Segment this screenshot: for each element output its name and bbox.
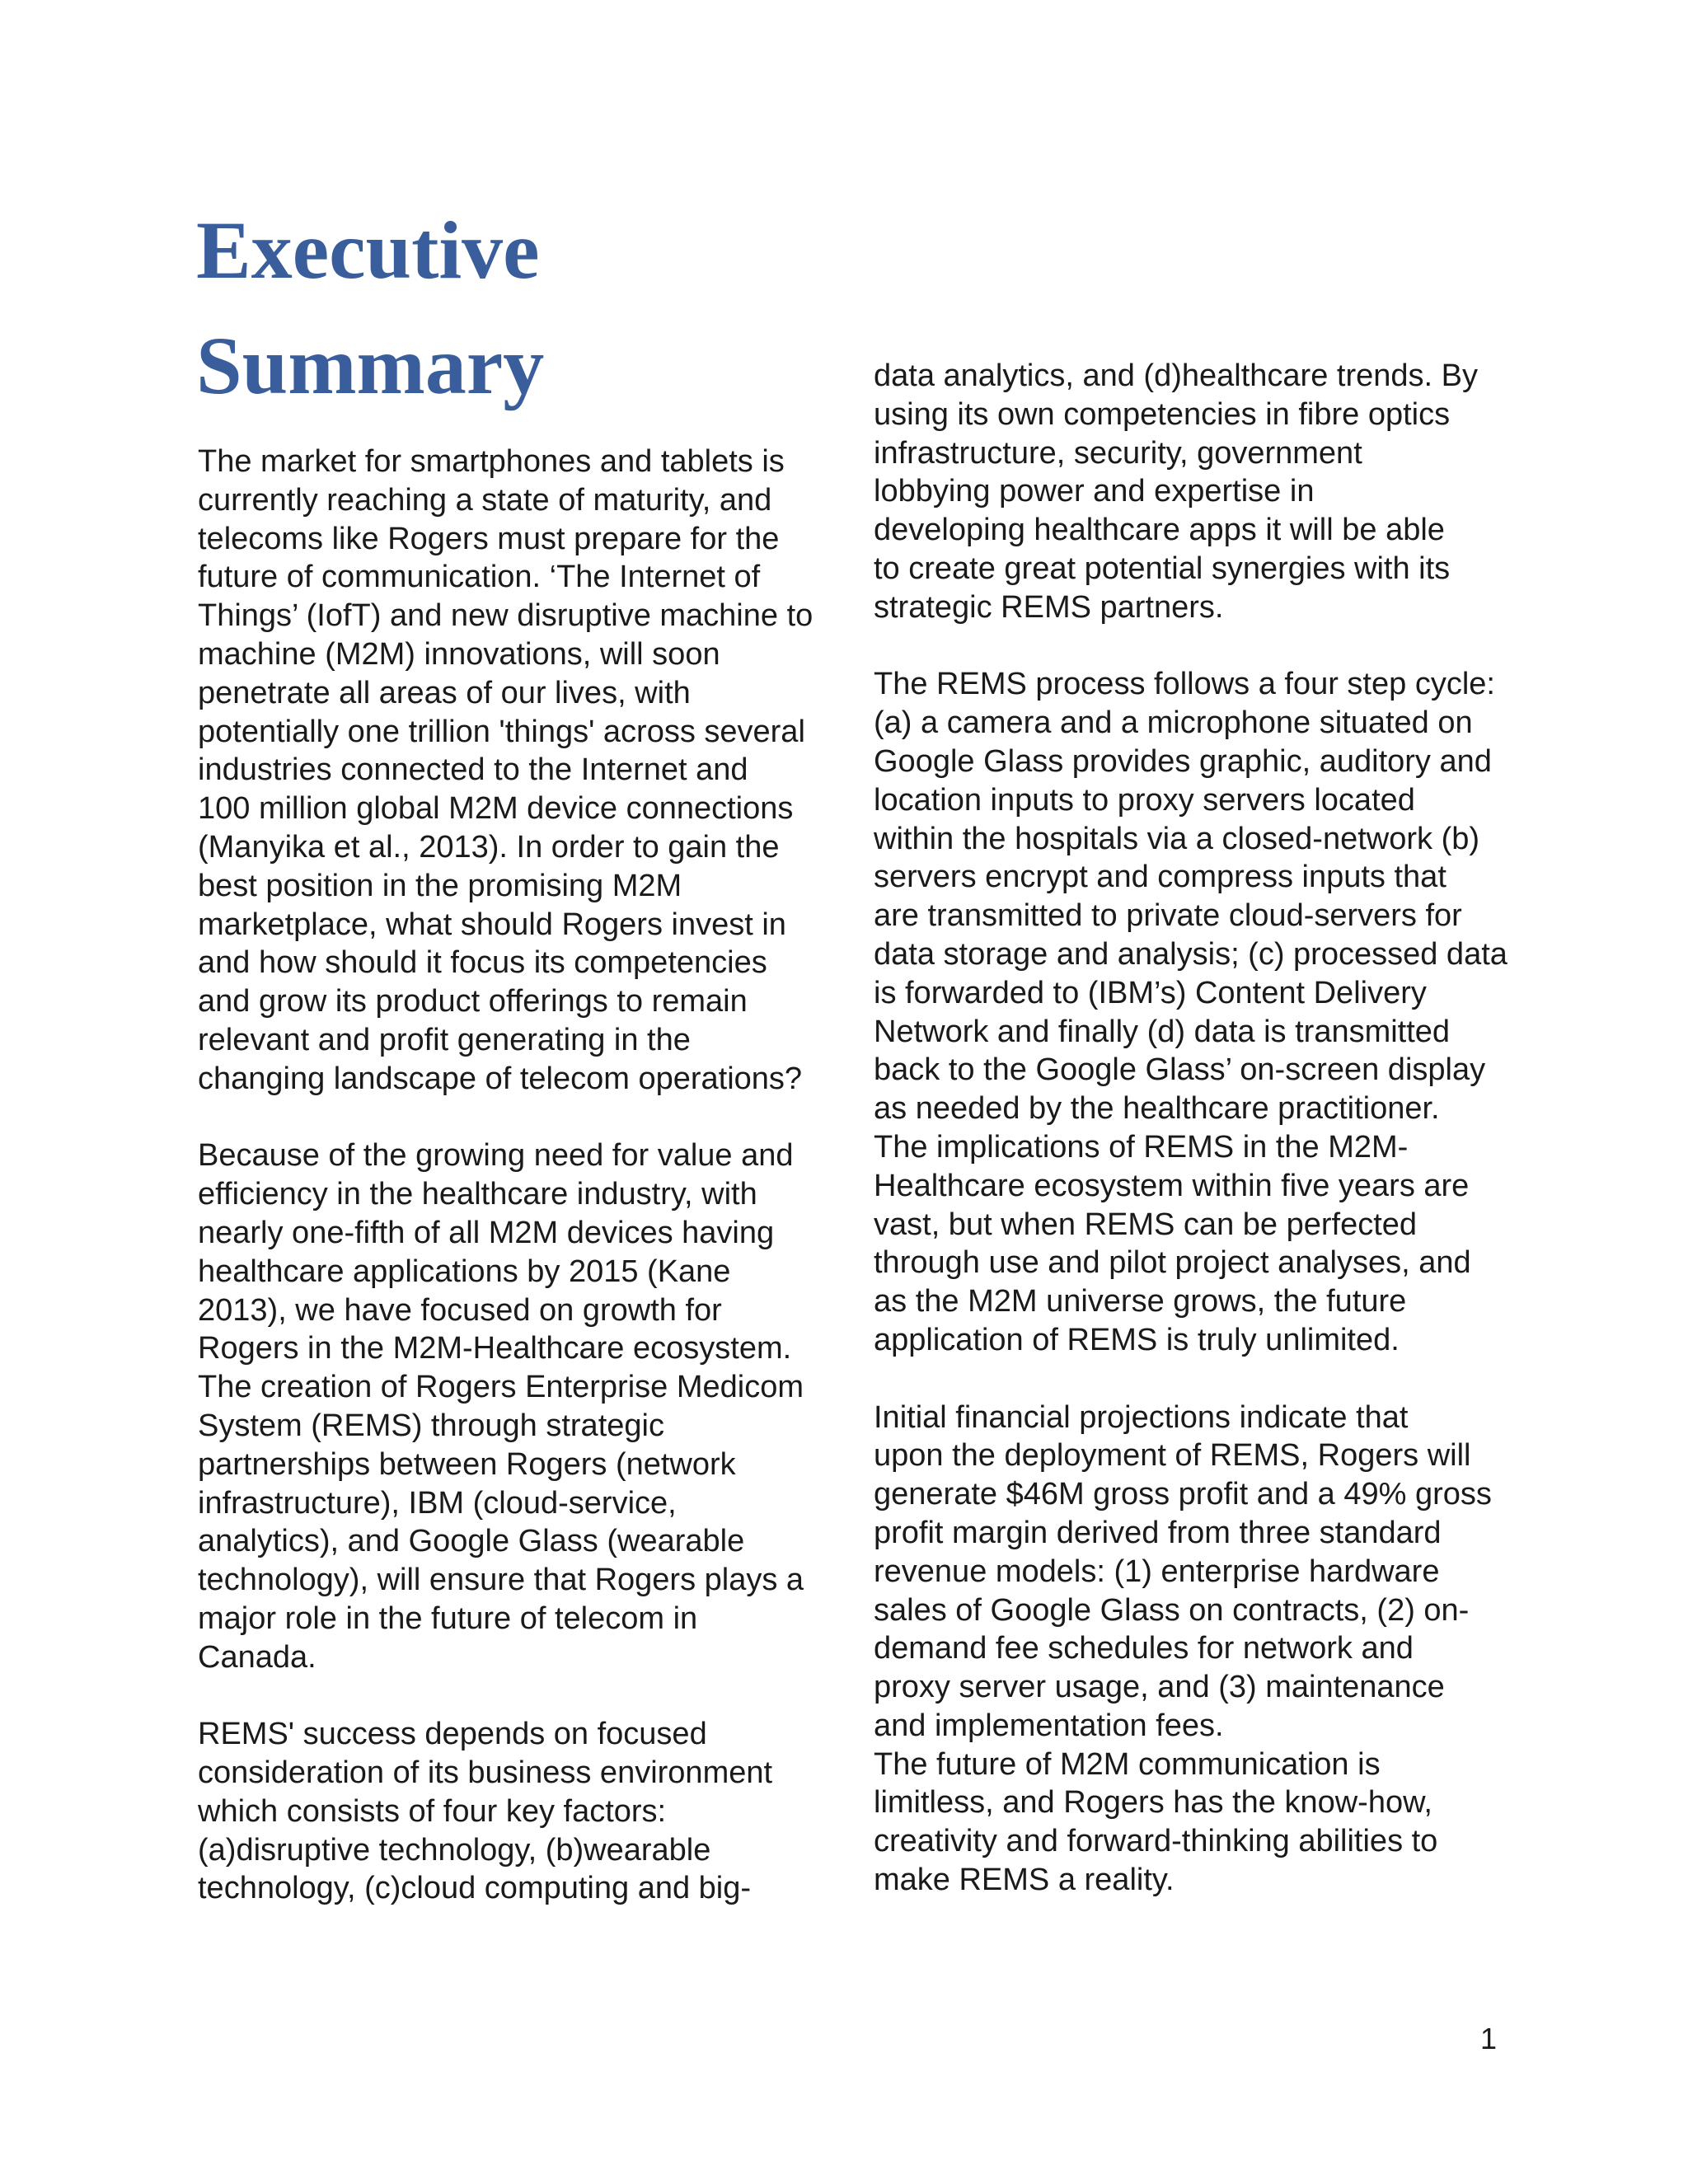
text-line: to create great potential synergies with its bbox=[874, 551, 1451, 586]
text-line: servers encrypt and compress inputs that bbox=[874, 860, 1447, 895]
text-line: application of REMS is truly unlimited. bbox=[874, 1322, 1400, 1357]
text-line: (Manyika et al., 2013). In order to gain the bbox=[198, 829, 780, 865]
right-column bbox=[874, 357, 1507, 1900]
text-line: (a)disruptive technology, (b)wearable bbox=[198, 1832, 711, 1868]
text-line: Healthcare ecosystem within five years are bbox=[874, 1168, 1470, 1203]
paragraph-market-overview bbox=[198, 443, 824, 1099]
text-line: partnerships between Rogers (network bbox=[198, 1446, 736, 1482]
text-line: 100 million global M2M device connections bbox=[198, 791, 794, 827]
paragraph-financial-projections bbox=[874, 1399, 1500, 1746]
text-line: and grow its product offerings to remain bbox=[198, 984, 748, 1019]
text-line: The REMS process follows a four step cycle: bbox=[874, 667, 1495, 702]
text-line: limitless, and Rogers has the know-how, bbox=[874, 1785, 1432, 1821]
text-line: efficiency in the healthcare industry, with bbox=[198, 1177, 757, 1212]
text-line: data storage and analysis; (c) processed data bbox=[874, 936, 1507, 972]
text-line: as needed by the healthcare practitioner. bbox=[874, 1091, 1440, 1127]
text-line: telecoms like Rogers must prepare for the bbox=[198, 521, 780, 556]
text-line: make REMS a reality. bbox=[874, 1863, 1175, 1898]
text-line: potentially one trillion 'things' across several bbox=[198, 714, 805, 749]
text-line: infrastructure), IBM (cloud-service, bbox=[198, 1485, 677, 1521]
text-line: data analytics, and (d)healthcare trends. By bbox=[874, 359, 1478, 393]
text-line: industries connected to the Internet and bbox=[198, 752, 748, 788]
page-title bbox=[196, 193, 823, 424]
text-line: 2013), we have focused on growth for bbox=[198, 1292, 722, 1328]
paragraph-success-factors bbox=[198, 1715, 824, 1908]
text-line: Rogers in the M2M-Healthcare ecosystem. bbox=[198, 1331, 792, 1366]
text-line: is forwarded to (IBM’s) Content Delivery bbox=[874, 975, 1427, 1010]
paragraph-healthcare-focus bbox=[198, 1137, 824, 1676]
text-line: Canada. bbox=[198, 1639, 316, 1675]
title-line-1: Executive bbox=[196, 204, 540, 296]
text-line: (a) a camera and a microphone situated on bbox=[874, 705, 1473, 741]
paragraph-conclusion bbox=[874, 1746, 1500, 1900]
text-line: revenue models: (1) enterprise hardware bbox=[874, 1554, 1440, 1589]
text-line: and implementation fees. bbox=[874, 1708, 1224, 1743]
text-line: consideration of its business environment bbox=[198, 1755, 773, 1791]
left-column bbox=[198, 443, 824, 1908]
text-line: technology), will ensure that Rogers plays a bbox=[198, 1563, 804, 1598]
text-line: developing healthcare apps it will be able bbox=[874, 513, 1445, 548]
text-line: Because of the growing need for value and bbox=[198, 1138, 794, 1174]
text-line: creativity and forward-thinking abilities to bbox=[874, 1824, 1438, 1859]
text-line: The creation of Rogers Enterprise Medicom bbox=[198, 1370, 804, 1405]
text-line: upon the deployment of REMS, Rogers will bbox=[874, 1438, 1471, 1474]
text-line: currently reaching a state of maturity, and bbox=[198, 482, 772, 518]
text-line: The market for smartphones and tablets is bbox=[198, 444, 785, 479]
text-line: Network and finally (d) data is transmitted bbox=[874, 1014, 1451, 1049]
text-line: System (REMS) through strategic bbox=[198, 1408, 664, 1443]
text-line: demand fee schedules for network and bbox=[874, 1631, 1414, 1666]
text-line: future of communication. ‘The Internet of bbox=[198, 560, 761, 595]
paragraph-rems-process bbox=[874, 665, 1507, 1359]
text-line: and how should it focus its competencies bbox=[198, 945, 767, 981]
text-line: which consists of four key factors: bbox=[198, 1793, 667, 1829]
text-line: profit margin derived from three standard bbox=[874, 1515, 1442, 1550]
text-line: location inputs to proxy servers located bbox=[874, 782, 1415, 818]
text-line: infrastructure, security, government bbox=[874, 435, 1362, 471]
text-line: using its own competencies in fibre optics bbox=[874, 396, 1451, 432]
text-line: proxy server usage, and (3) maintenance bbox=[874, 1670, 1445, 1705]
text-line: generate $46M gross profit and a 49% gross bbox=[874, 1477, 1492, 1512]
paragraph-competencies bbox=[874, 357, 1500, 627]
text-line: REMS' success depends on focused bbox=[198, 1717, 707, 1752]
text-line: lobbying power and expertise in bbox=[874, 474, 1315, 509]
text-line: machine (M2M) innovations, will soon bbox=[198, 636, 720, 672]
text-line: best position in the promising M2M bbox=[198, 868, 682, 903]
text-line: marketplace, what should Rogers invest in bbox=[198, 907, 786, 942]
text-line: technology, (c)cloud computing and big- bbox=[198, 1871, 752, 1906]
page-number: 1 bbox=[1479, 2022, 1497, 2055]
text-line: relevant and profit generating in the bbox=[198, 1022, 691, 1057]
text-line: The implications of REMS in the M2M- bbox=[874, 1129, 1409, 1165]
text-line: sales of Google Glass on contracts, (2) on- bbox=[874, 1592, 1470, 1628]
text-line: vast, but when REMS can be perfected bbox=[874, 1207, 1418, 1242]
text-line: Google Glass provides graphic, auditory and bbox=[874, 743, 1492, 779]
text-line: are transmitted to private cloud-servers for bbox=[874, 898, 1462, 934]
text-line: analytics), and Google Glass (wearable bbox=[198, 1524, 745, 1559]
text-line: nearly one-fifth of all M2M devices having bbox=[198, 1215, 775, 1250]
text-line: as the M2M universe grows, the future bbox=[874, 1284, 1407, 1319]
text-line: within the hospitals via a closed-network (b) bbox=[874, 821, 1480, 856]
text-line: changing landscape of telecom operations? bbox=[198, 1061, 803, 1096]
text-line: major role in the future of telecom in bbox=[198, 1601, 698, 1636]
text-line: penetrate all areas of our lives, with bbox=[198, 675, 691, 710]
text-line: Things’ (IofT) and new disruptive machine to bbox=[198, 598, 814, 634]
text-line: through use and pilot project analyses, and bbox=[874, 1245, 1471, 1281]
text-line: Initial financial projections indicate that bbox=[874, 1399, 1409, 1435]
title-line-2: Summary bbox=[196, 320, 545, 411]
text-line: strategic REMS partners. bbox=[874, 589, 1224, 625]
text-line: The future of M2M communication is bbox=[874, 1746, 1381, 1782]
text-line: back to the Google Glass’ on-screen display bbox=[874, 1052, 1486, 1088]
text-line: healthcare applications by 2015 (Kane bbox=[198, 1254, 731, 1289]
